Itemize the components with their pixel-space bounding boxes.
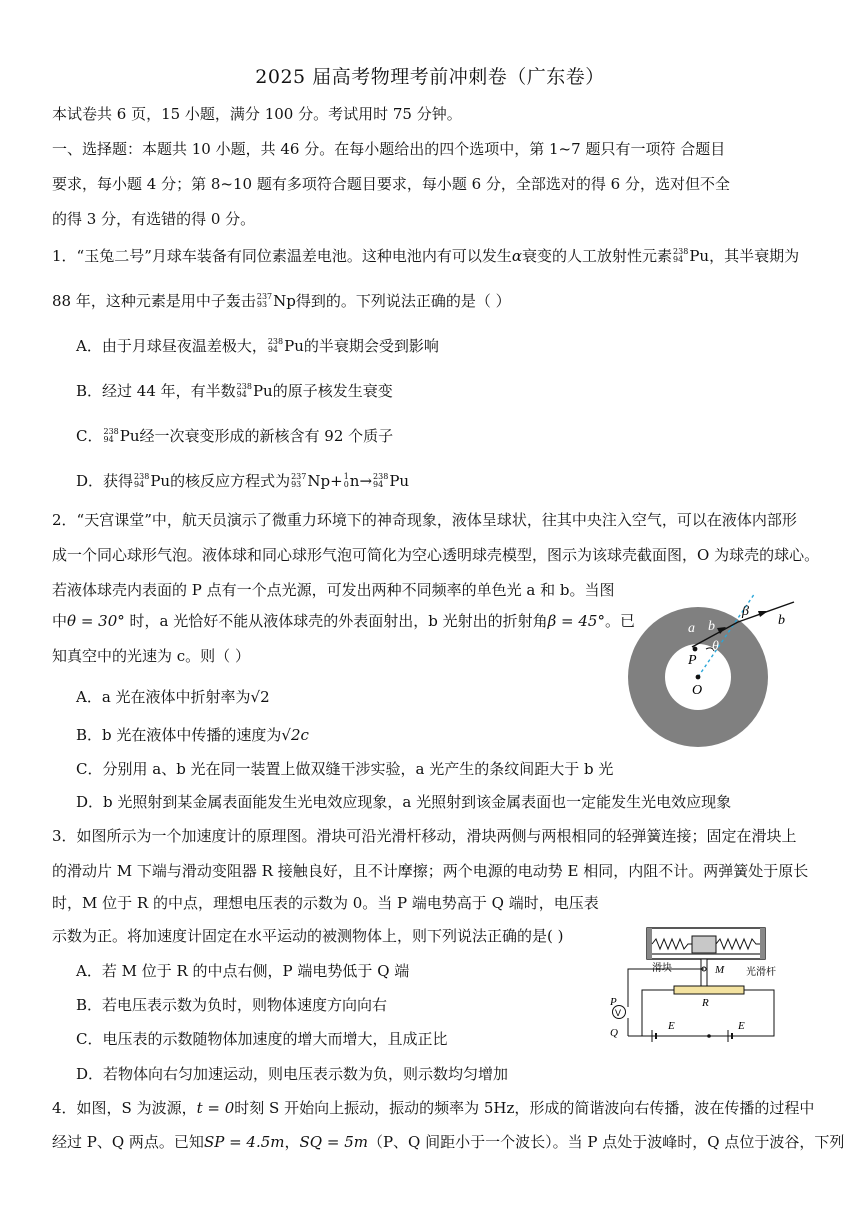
rheostat (674, 986, 744, 994)
q3-option-d[interactable]: D．若物体向右匀加速运动，则电压表示数为负，则示数均匀增加 (76, 1065, 509, 1083)
e2-label: E (738, 1020, 745, 1032)
q2-option-b[interactable]: B．b 光在液体中传播的速度为√2c (76, 726, 309, 744)
e1-label: E (668, 1020, 675, 1032)
slider-arm (701, 959, 707, 987)
q2-shell-figure (618, 592, 808, 754)
nuclide-index: 238 94 (673, 247, 689, 264)
q3-option-b[interactable]: B．若电压表示数为负时，则物体速度方向向右 (76, 996, 388, 1014)
q2-stem-line: 中θ = 30° 时，a 光恰好不能从液体球壳的外表面射出，b 光射出的折射角β = 45°。已 (52, 612, 635, 630)
junction (707, 1034, 711, 1038)
o-label: O (692, 683, 703, 698)
p-label: P (688, 653, 697, 668)
q1-stem-line: 1．“玉兔二号”月球车装备有同位素温差电池。这种电池内有可以发生α衰变的人工放射性元素 238 94 Pu，其半衰期为 (52, 247, 800, 265)
beta-label: β (742, 604, 749, 619)
section-heading-line: 一、选择题：本题共 10 小题，共 46 分。在每小题给出的四个选项中，第 1~7 题只有一项符 合题目 (52, 140, 726, 158)
b-label: b (708, 619, 715, 634)
q2-option-c[interactable]: C．分别用 a、b 光在同一装置上做双缝干涉实验，a 光产生的条纹间距大于 b 光 (76, 760, 614, 778)
q3-accelerometer-figure (606, 924, 782, 1048)
q3-stem-line: 的滑动片 M 下端与滑动变阻器 R 接触良好，且不计摩擦；两个电源的电动势 E 相同，内阻不计。两弹簧处于原长 (52, 862, 809, 880)
q-label: Q (610, 1027, 618, 1039)
page-title: 2025 届高考物理考前冲刺卷（广东卷） (255, 66, 605, 88)
q1-option-a[interactable]: A．由于月球昼夜温差极大， 238 94 Pu的半衰期会受到影响 (76, 337, 439, 355)
q3-stem-line: 时，M 位于 R 的中点，理想电压表的示数为 0。当 P 端电势高于 Q 端时，电压表 (52, 894, 599, 912)
q3-stem-line: 示数为正。将加速度计固定在水平运动的被测物体上，则下列说法正确的是( ) (52, 927, 564, 945)
section-heading-line: 的得 3 分，有选错的得 0 分。 (52, 210, 256, 228)
q1-option-b[interactable]: B．经过 44 年，有半数 238 94 Pu的原子核发生衰变 (76, 382, 393, 400)
r-label: R (702, 997, 709, 1009)
q2-stem-line: 2．“天宫课堂”中，航天员演示了微重力环境下的神奇现象，液体呈球状，往其中央注入空气，可以在液体内部形 (52, 511, 797, 529)
p-label: P (610, 996, 617, 1008)
slider-block (692, 936, 716, 953)
q4-stem-line: 4．如图，S 为波源，t = 0时刻 S 开始向上振动，振动的频率为 5Hz，形成的简谐波向右传播，波在传播的过程中 (52, 1099, 815, 1117)
q2-stem-line: 知真空中的光速为 c。则（ ） (52, 647, 250, 665)
q2-option-a[interactable]: A．a 光在液体中折射率为√2 (76, 688, 270, 706)
m-label: M (715, 964, 725, 976)
q1-stem-line: 88 年，这种元素是用中子轰击 237 93 Np得到的。下列说法正确的是（ ） (52, 292, 511, 310)
arrow-head (758, 611, 768, 617)
v-label: V (615, 1008, 622, 1018)
a-label: a (688, 621, 695, 636)
b-outside-label: b (778, 613, 785, 628)
section-heading-line: 要求，每小题 4 分；第 8~10 题有多项符合题目要求，每小题 6 分，全部选对的得 6 分，选对但不全 (52, 175, 730, 193)
q4-stem-line: 经过 P、Q 两点。已知SP = 4.5m，SQ = 5m（P、Q 间距小于一个波长）。当 P 点处于波峰时，Q 点位于波谷，下列 (52, 1133, 845, 1151)
q2-stem-line: 若液体球壳内表面的 P 点有一个点光源，可发出两种不同频率的单色光 a 和 b。当图 (52, 581, 615, 599)
wall-left (647, 928, 652, 959)
q3-option-a[interactable]: A．若 M 位于 R 的中点右侧，P 端电势低于 Q 端 (76, 962, 410, 980)
q2-stem-line: 成一个同心球形气泡。液体球和同心球形气泡可简化为空心透明球壳模型，图示为该球壳截面图，O 为球壳的球心。 (52, 546, 820, 564)
q3-option-c[interactable]: C．电压表的示数随物体加速度的增大而增大，且成正比 (76, 1030, 448, 1048)
theta-label: θ (712, 639, 719, 654)
rod-label: 光滑杆 (746, 967, 776, 978)
q3-stem-line: 3．如图所示为一个加速度计的原理图。滑块可沿光滑杆移动，滑块两侧与两根相同的轻弹簧连接；固定在滑块上 (52, 827, 797, 845)
slider-label: 滑块 (652, 963, 672, 974)
q1-option-d[interactable]: D．获得 238 94 Pu的核反应方程式为 237 93 Np+ 1 0 n→ 238 94 Pu (76, 472, 410, 490)
q2-option-d[interactable]: D．b 光照射到某金属表面能发生光电效应现象，a 光照射到该金属表面也一定能发生光电效应现象 (76, 793, 732, 811)
q1-option-c[interactable]: C． 238 94 Pu经一次衰变形成的新核含有 92 个质子 (76, 427, 394, 445)
center-point (696, 675, 701, 680)
source-point (693, 647, 698, 652)
wall-right (760, 928, 765, 959)
exam-intro: 本试卷共 6 页，15 小题，满分 100 分。考试用时 75 分钟。 (52, 105, 462, 123)
